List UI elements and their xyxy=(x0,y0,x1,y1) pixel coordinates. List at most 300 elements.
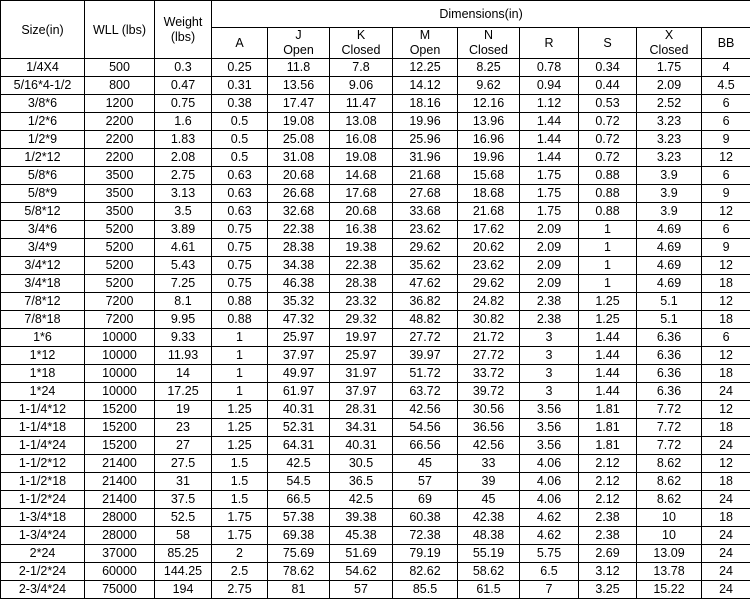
cell-weight: 1.6 xyxy=(155,113,212,131)
cell-j: 69.38 xyxy=(268,527,330,545)
cell-x: 13.78 xyxy=(637,563,702,581)
table-row xyxy=(1,167,750,185)
cell-s: 3.25 xyxy=(579,581,637,599)
cell-r: 1.44 xyxy=(520,149,579,167)
cell-wll: 15200 xyxy=(85,401,155,419)
cell-bb: 12 xyxy=(702,257,750,275)
header-dim-letter: A xyxy=(212,36,267,51)
cell-n: 24.82 xyxy=(458,293,520,311)
cell-a: 0.25 xyxy=(212,59,268,77)
cell-weight: 23 xyxy=(155,419,212,437)
cell-k: 40.31 xyxy=(330,437,393,455)
cell-bb: 12 xyxy=(702,455,750,473)
header-wll: WLL (lbs) xyxy=(85,1,155,59)
cell-wll: 1200 xyxy=(85,95,155,113)
cell-s: 1.44 xyxy=(579,347,637,365)
cell-m: 21.68 xyxy=(393,167,458,185)
table-row xyxy=(1,77,750,95)
cell-k: 37.97 xyxy=(330,383,393,401)
cell-wll: 800 xyxy=(85,77,155,95)
cell-weight: 9.33 xyxy=(155,329,212,347)
cell-n: 45 xyxy=(458,491,520,509)
cell-size: 3/4*12 xyxy=(1,257,85,275)
cell-bb: 18 xyxy=(702,473,750,491)
cell-wll: 10000 xyxy=(85,365,155,383)
cell-wll: 37000 xyxy=(85,545,155,563)
header-dim-state: Closed xyxy=(458,43,519,58)
cell-r: 1.44 xyxy=(520,113,579,131)
cell-j: 64.31 xyxy=(268,437,330,455)
cell-size: 3/4*9 xyxy=(1,239,85,257)
cell-wll: 2200 xyxy=(85,113,155,131)
cell-k: 51.69 xyxy=(330,545,393,563)
cell-a: 0.75 xyxy=(212,275,268,293)
cell-k: 36.5 xyxy=(330,473,393,491)
cell-x: 3.23 xyxy=(637,131,702,149)
cell-j: 75.69 xyxy=(268,545,330,563)
cell-weight: 8.1 xyxy=(155,293,212,311)
cell-m: 51.72 xyxy=(393,365,458,383)
cell-k: 14.68 xyxy=(330,167,393,185)
cell-bb: 24 xyxy=(702,545,750,563)
table-row xyxy=(1,473,750,491)
cell-x: 1.75 xyxy=(637,59,702,77)
table-row xyxy=(1,581,750,599)
cell-r: 4.06 xyxy=(520,473,579,491)
cell-wll: 2200 xyxy=(85,149,155,167)
cell-size: 1/2*12 xyxy=(1,149,85,167)
cell-x: 15.22 xyxy=(637,581,702,599)
header-size: Size(in) xyxy=(1,1,85,59)
cell-bb: 18 xyxy=(702,275,750,293)
cell-size: 5/8*9 xyxy=(1,185,85,203)
cell-size: 1*18 xyxy=(1,365,85,383)
cell-r: 4.06 xyxy=(520,455,579,473)
table-row xyxy=(1,401,750,419)
cell-bb: 24 xyxy=(702,383,750,401)
cell-weight: 27 xyxy=(155,437,212,455)
cell-x: 4.69 xyxy=(637,221,702,239)
cell-j: 22.38 xyxy=(268,221,330,239)
header-dim-state: Open xyxy=(393,43,457,58)
cell-s: 0.88 xyxy=(579,167,637,185)
cell-s: 0.34 xyxy=(579,59,637,77)
cell-x: 8.62 xyxy=(637,491,702,509)
header-dim-letter: N xyxy=(458,28,519,43)
cell-weight: 58 xyxy=(155,527,212,545)
cell-bb: 24 xyxy=(702,527,750,545)
cell-j: 66.5 xyxy=(268,491,330,509)
cell-weight: 85.25 xyxy=(155,545,212,563)
cell-weight: 11.93 xyxy=(155,347,212,365)
cell-size: 1-3/4*18 xyxy=(1,509,85,527)
table-row xyxy=(1,563,750,581)
cell-m: 42.56 xyxy=(393,401,458,419)
cell-x: 7.72 xyxy=(637,401,702,419)
cell-s: 2.12 xyxy=(579,473,637,491)
cell-m: 27.72 xyxy=(393,329,458,347)
cell-size: 1/2*9 xyxy=(1,131,85,149)
cell-s: 3.12 xyxy=(579,563,637,581)
cell-n: 16.96 xyxy=(458,131,520,149)
header-dim-j xyxy=(268,28,330,59)
cell-k: 11.47 xyxy=(330,95,393,113)
cell-j: 61.97 xyxy=(268,383,330,401)
cell-x: 8.62 xyxy=(637,455,702,473)
cell-a: 1 xyxy=(212,365,268,383)
cell-wll: 28000 xyxy=(85,509,155,527)
cell-s: 2.38 xyxy=(579,527,637,545)
cell-m: 72.38 xyxy=(393,527,458,545)
cell-wll: 10000 xyxy=(85,347,155,365)
cell-bb: 12 xyxy=(702,401,750,419)
cell-n: 39.72 xyxy=(458,383,520,401)
cell-m: 57 xyxy=(393,473,458,491)
table-row xyxy=(1,437,750,455)
cell-wll: 21400 xyxy=(85,491,155,509)
cell-a: 0.75 xyxy=(212,239,268,257)
cell-r: 3 xyxy=(520,383,579,401)
cell-m: 79.19 xyxy=(393,545,458,563)
cell-r: 1.75 xyxy=(520,203,579,221)
cell-s: 1.81 xyxy=(579,419,637,437)
cell-size: 5/8*6 xyxy=(1,167,85,185)
cell-j: 20.68 xyxy=(268,167,330,185)
cell-j: 25.08 xyxy=(268,131,330,149)
cell-bb: 9 xyxy=(702,185,750,203)
cell-size: 1*24 xyxy=(1,383,85,401)
cell-j: 26.68 xyxy=(268,185,330,203)
cell-s: 2.69 xyxy=(579,545,637,563)
cell-wll: 5200 xyxy=(85,275,155,293)
cell-a: 0.38 xyxy=(212,95,268,113)
cell-size: 5/16*4-1/2 xyxy=(1,77,85,95)
cell-r: 4.62 xyxy=(520,527,579,545)
cell-weight: 4.61 xyxy=(155,239,212,257)
cell-j: 54.5 xyxy=(268,473,330,491)
cell-size: 7/8*18 xyxy=(1,311,85,329)
cell-wll: 75000 xyxy=(85,581,155,599)
cell-a: 1.25 xyxy=(212,437,268,455)
cell-m: 69 xyxy=(393,491,458,509)
cell-wll: 3500 xyxy=(85,203,155,221)
cell-a: 0.31 xyxy=(212,77,268,95)
cell-x: 10 xyxy=(637,527,702,545)
header-dim-letter: X xyxy=(637,28,701,43)
table-row xyxy=(1,419,750,437)
cell-k: 57 xyxy=(330,581,393,599)
cell-m: 63.72 xyxy=(393,383,458,401)
cell-s: 0.88 xyxy=(579,203,637,221)
cell-wll: 3500 xyxy=(85,167,155,185)
cell-m: 33.68 xyxy=(393,203,458,221)
cell-a: 0.5 xyxy=(212,149,268,167)
header-dimensions: Dimensions(in) xyxy=(212,1,750,28)
cell-a: 0.63 xyxy=(212,185,268,203)
cell-weight: 37.5 xyxy=(155,491,212,509)
cell-m: 82.62 xyxy=(393,563,458,581)
cell-size: 3/4*6 xyxy=(1,221,85,239)
cell-k: 42.5 xyxy=(330,491,393,509)
cell-n: 23.62 xyxy=(458,257,520,275)
cell-s: 1.44 xyxy=(579,365,637,383)
cell-size: 1*6 xyxy=(1,329,85,347)
cell-weight: 144.25 xyxy=(155,563,212,581)
cell-wll: 5200 xyxy=(85,239,155,257)
cell-k: 34.31 xyxy=(330,419,393,437)
cell-s: 1.44 xyxy=(579,383,637,401)
cell-x: 5.1 xyxy=(637,293,702,311)
cell-j: 40.31 xyxy=(268,401,330,419)
cell-n: 33.72 xyxy=(458,365,520,383)
cell-s: 0.44 xyxy=(579,77,637,95)
cell-j: 19.08 xyxy=(268,113,330,131)
cell-a: 2.5 xyxy=(212,563,268,581)
cell-r: 2.09 xyxy=(520,257,579,275)
cell-size: 1-1/2*12 xyxy=(1,455,85,473)
cell-j: 46.38 xyxy=(268,275,330,293)
cell-a: 1.5 xyxy=(212,473,268,491)
table-body xyxy=(1,59,750,599)
cell-n: 30.56 xyxy=(458,401,520,419)
cell-k: 22.38 xyxy=(330,257,393,275)
cell-s: 1.25 xyxy=(579,293,637,311)
cell-k: 25.97 xyxy=(330,347,393,365)
cell-bb: 12 xyxy=(702,347,750,365)
cell-weight: 0.3 xyxy=(155,59,212,77)
cell-k: 13.08 xyxy=(330,113,393,131)
cell-x: 3.9 xyxy=(637,185,702,203)
cell-n: 18.68 xyxy=(458,185,520,203)
table-row xyxy=(1,383,750,401)
cell-x: 2.52 xyxy=(637,95,702,113)
cell-s: 1.81 xyxy=(579,401,637,419)
cell-weight: 2.08 xyxy=(155,149,212,167)
cell-m: 39.97 xyxy=(393,347,458,365)
cell-m: 14.12 xyxy=(393,77,458,95)
cell-m: 27.68 xyxy=(393,185,458,203)
cell-a: 1.75 xyxy=(212,527,268,545)
cell-k: 19.97 xyxy=(330,329,393,347)
cell-wll: 5200 xyxy=(85,221,155,239)
cell-bb: 9 xyxy=(702,239,750,257)
cell-size: 1-1/4*12 xyxy=(1,401,85,419)
cell-wll: 7200 xyxy=(85,311,155,329)
cell-x: 10 xyxy=(637,509,702,527)
header-dim-letter: K xyxy=(330,28,392,43)
cell-s: 1.81 xyxy=(579,437,637,455)
cell-j: 25.97 xyxy=(268,329,330,347)
cell-weight: 3.89 xyxy=(155,221,212,239)
cell-s: 0.88 xyxy=(579,185,637,203)
cell-r: 3.56 xyxy=(520,401,579,419)
header-dim-s xyxy=(579,28,637,59)
cell-bb: 6 xyxy=(702,167,750,185)
cell-bb: 4.5 xyxy=(702,77,750,95)
cell-n: 39 xyxy=(458,473,520,491)
table-row xyxy=(1,491,750,509)
header-dim-x xyxy=(637,28,702,59)
cell-k: 23.32 xyxy=(330,293,393,311)
table-row xyxy=(1,185,750,203)
cell-j: 34.38 xyxy=(268,257,330,275)
cell-k: 16.08 xyxy=(330,131,393,149)
cell-r: 3 xyxy=(520,347,579,365)
cell-size: 2*24 xyxy=(1,545,85,563)
cell-j: 32.68 xyxy=(268,203,330,221)
cell-a: 0.75 xyxy=(212,257,268,275)
cell-n: 19.96 xyxy=(458,149,520,167)
cell-j: 37.97 xyxy=(268,347,330,365)
cell-k: 31.97 xyxy=(330,365,393,383)
cell-bb: 18 xyxy=(702,419,750,437)
cell-weight: 5.43 xyxy=(155,257,212,275)
cell-r: 0.94 xyxy=(520,77,579,95)
header-dim-k xyxy=(330,28,393,59)
header-weight-line: (lbs) xyxy=(155,30,211,45)
cell-m: 36.82 xyxy=(393,293,458,311)
cell-x: 7.72 xyxy=(637,437,702,455)
header-dim-letter: R xyxy=(520,36,578,51)
cell-size: 1-1/2*18 xyxy=(1,473,85,491)
table-row xyxy=(1,365,750,383)
table-row xyxy=(1,203,750,221)
cell-s: 1.44 xyxy=(579,329,637,347)
cell-s: 1 xyxy=(579,221,637,239)
cell-x: 8.62 xyxy=(637,473,702,491)
cell-k: 17.68 xyxy=(330,185,393,203)
cell-a: 1 xyxy=(212,329,268,347)
cell-bb: 4 xyxy=(702,59,750,77)
cell-weight: 1.83 xyxy=(155,131,212,149)
cell-j: 28.38 xyxy=(268,239,330,257)
cell-x: 5.1 xyxy=(637,311,702,329)
cell-size: 7/8*12 xyxy=(1,293,85,311)
cell-m: 31.96 xyxy=(393,149,458,167)
table-row xyxy=(1,275,750,293)
cell-j: 42.5 xyxy=(268,455,330,473)
cell-n: 21.72 xyxy=(458,329,520,347)
cell-bb: 6 xyxy=(702,113,750,131)
cell-x: 3.9 xyxy=(637,203,702,221)
cell-bb: 18 xyxy=(702,311,750,329)
table-row xyxy=(1,113,750,131)
cell-k: 7.8 xyxy=(330,59,393,77)
header-dim-m xyxy=(393,28,458,59)
cell-n: 61.5 xyxy=(458,581,520,599)
cell-a: 1.75 xyxy=(212,509,268,527)
cell-k: 9.06 xyxy=(330,77,393,95)
cell-bb: 12 xyxy=(702,203,750,221)
cell-bb: 6 xyxy=(702,95,750,113)
cell-m: 12.25 xyxy=(393,59,458,77)
cell-size: 1/4X4 xyxy=(1,59,85,77)
cell-n: 27.72 xyxy=(458,347,520,365)
header-dim-r xyxy=(520,28,579,59)
cell-n: 55.19 xyxy=(458,545,520,563)
cell-r: 3.56 xyxy=(520,419,579,437)
table-row xyxy=(1,527,750,545)
cell-j: 31.08 xyxy=(268,149,330,167)
cell-r: 4.06 xyxy=(520,491,579,509)
cell-wll: 500 xyxy=(85,59,155,77)
cell-s: 1 xyxy=(579,275,637,293)
cell-bb: 6 xyxy=(702,329,750,347)
cell-k: 20.68 xyxy=(330,203,393,221)
cell-bb: 12 xyxy=(702,149,750,167)
cell-weight: 19 xyxy=(155,401,212,419)
cell-j: 52.31 xyxy=(268,419,330,437)
cell-n: 30.82 xyxy=(458,311,520,329)
table-row xyxy=(1,311,750,329)
cell-n: 21.68 xyxy=(458,203,520,221)
cell-bb: 24 xyxy=(702,437,750,455)
cell-bb: 24 xyxy=(702,581,750,599)
cell-weight: 9.95 xyxy=(155,311,212,329)
cell-wll: 2200 xyxy=(85,131,155,149)
header-dim-letter: M xyxy=(393,28,457,43)
header-dim-state: Closed xyxy=(637,43,701,58)
cell-x: 7.72 xyxy=(637,419,702,437)
cell-size: 1/2*6 xyxy=(1,113,85,131)
cell-size: 1-3/4*24 xyxy=(1,527,85,545)
header-dim-n xyxy=(458,28,520,59)
header-dim-state: Closed xyxy=(330,43,392,58)
header-dim-letter: J xyxy=(268,28,329,43)
cell-j: 47.32 xyxy=(268,311,330,329)
cell-j: 11.8 xyxy=(268,59,330,77)
cell-r: 2.09 xyxy=(520,221,579,239)
cell-r: 1.75 xyxy=(520,185,579,203)
cell-weight: 3.5 xyxy=(155,203,212,221)
cell-a: 1.5 xyxy=(212,491,268,509)
cell-wll: 10000 xyxy=(85,383,155,401)
cell-r: 3.56 xyxy=(520,437,579,455)
cell-a: 1.25 xyxy=(212,401,268,419)
cell-weight: 31 xyxy=(155,473,212,491)
table-row xyxy=(1,59,750,77)
cell-r: 1.75 xyxy=(520,167,579,185)
cell-r: 3 xyxy=(520,365,579,383)
cell-m: 48.82 xyxy=(393,311,458,329)
cell-a: 0.88 xyxy=(212,293,268,311)
cell-j: 35.32 xyxy=(268,293,330,311)
cell-x: 6.36 xyxy=(637,365,702,383)
cell-size: 1-1/2*24 xyxy=(1,491,85,509)
cell-x: 6.36 xyxy=(637,329,702,347)
cell-a: 0.63 xyxy=(212,167,268,185)
cell-j: 49.97 xyxy=(268,365,330,383)
cell-m: 60.38 xyxy=(393,509,458,527)
cell-s: 1.25 xyxy=(579,311,637,329)
cell-x: 13.09 xyxy=(637,545,702,563)
table-row xyxy=(1,239,750,257)
header-dim-state: Open xyxy=(268,43,329,58)
cell-s: 1 xyxy=(579,257,637,275)
cell-wll: 10000 xyxy=(85,329,155,347)
cell-m: 25.96 xyxy=(393,131,458,149)
cell-s: 0.72 xyxy=(579,149,637,167)
cell-n: 58.62 xyxy=(458,563,520,581)
cell-m: 29.62 xyxy=(393,239,458,257)
cell-s: 2.12 xyxy=(579,491,637,509)
header-dim-a xyxy=(212,28,268,59)
cell-m: 19.96 xyxy=(393,113,458,131)
table-row xyxy=(1,509,750,527)
cell-r: 6.5 xyxy=(520,563,579,581)
cell-m: 47.62 xyxy=(393,275,458,293)
cell-weight: 52.5 xyxy=(155,509,212,527)
